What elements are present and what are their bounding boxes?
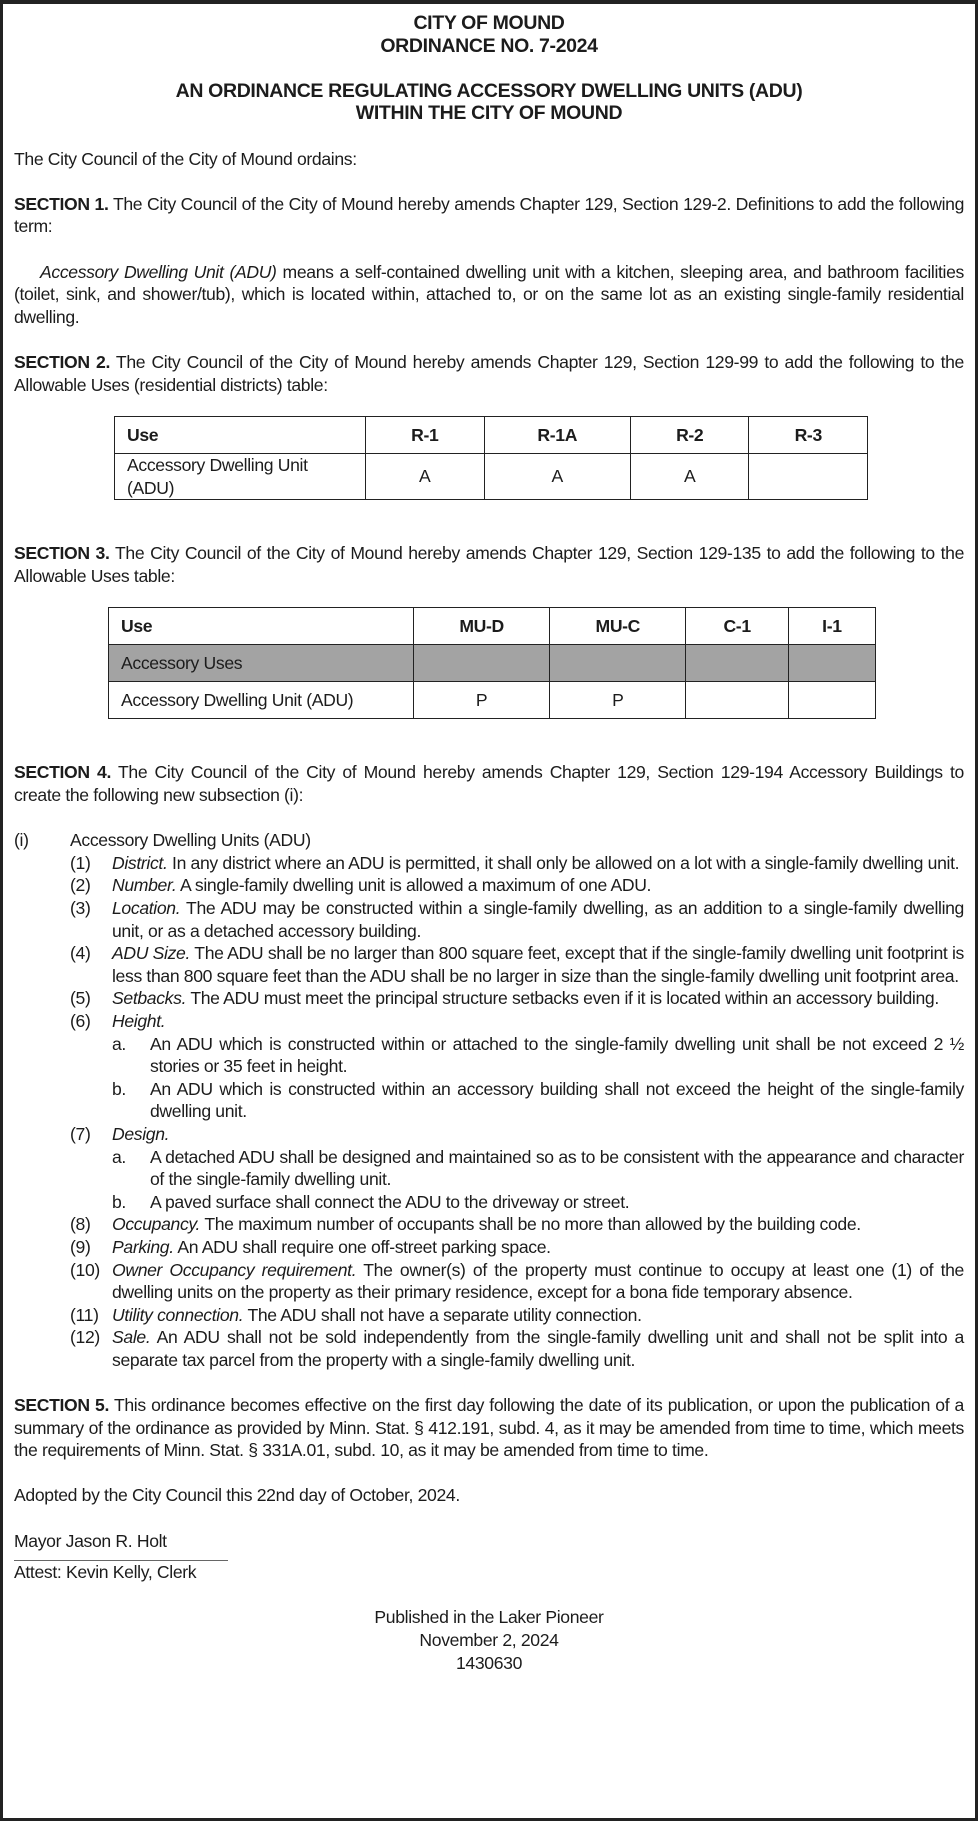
item-number: (3): [70, 898, 91, 919]
item-number: (7): [70, 1123, 91, 1144]
list-item: [14, 852, 964, 875]
subitem-letter: a.: [112, 1146, 126, 1167]
header-cell: R-1A: [484, 417, 630, 454]
item-number: (6): [70, 1011, 91, 1031]
section-label: SECTION 3.: [14, 543, 110, 564]
section-label: SECTION 5.: [14, 1395, 109, 1416]
item-number: (2): [70, 875, 91, 896]
item-text: [112, 942, 964, 987]
table-section-row: [109, 645, 876, 682]
section-5: [14, 1394, 964, 1462]
item-heading: District.: [112, 852, 168, 873]
section-label: SECTION 2.: [14, 351, 110, 372]
subitem-text: A detached ADU shall be designed and maintained so as to be consistent with the appearance and character of the single-family dwelling unit.: [150, 1146, 964, 1190]
section-3: [14, 542, 964, 587]
table-cell: P: [550, 682, 686, 719]
item-text: [112, 987, 964, 1010]
section-4: [14, 761, 964, 806]
section-text: The City Council of the City of Mound hereby amends Chapter 129, Section 129-194 Accessory Buildings to create the following new subsection (i):: [14, 762, 964, 806]
table-cell: [686, 645, 788, 682]
item-body: A single-family dwelling unit is allowed a maximum of one ADU.: [176, 875, 652, 896]
definition-text: means a self-contained dwelling unit with a kitchen, sleeping area, and bathroom facilities (toilet, sink, and shower/tub), which is located within, attached to, or on the same lot as an existing single-family residential dwelling.: [14, 261, 964, 327]
list-item: [14, 1304, 964, 1327]
item-heading: Number.: [112, 875, 177, 896]
item-body: The owner(s) of the property must continue to occupy at least one (1) of the dwelling units on the property as their primary residence, except for a bona fide temporary absence.: [112, 1259, 964, 1303]
item-number: (4): [70, 943, 91, 964]
section-2: [14, 351, 964, 396]
item-number: (8): [70, 1214, 91, 1235]
item-body: The ADU shall not have a separate utility connection.: [243, 1304, 642, 1325]
item-text: [112, 1010, 964, 1033]
allowable-uses-table: [108, 607, 876, 719]
header-cell: Use: [109, 608, 414, 645]
header-cell: Use: [115, 417, 366, 454]
item-body: The ADU shall be no larger than 800 square feet, except that if the single-family dwelling unit footprint is less than 800 square feet than the ADU shall be no larger in size than the single-family dwelling unit footprint area.: [112, 943, 964, 986]
item-heading: Design.: [112, 1123, 170, 1144]
publication-date: November 2, 2024: [419, 1630, 559, 1651]
list-item: [14, 1326, 964, 1371]
subitem-text: An ADU which is constructed within an accessory building shall not exceed the height of the single-family dwelling unit.: [150, 1078, 964, 1122]
header-cell: R-1: [366, 417, 485, 454]
item-text: [112, 852, 964, 875]
list-item: [14, 1123, 964, 1146]
section-1: [14, 193, 964, 238]
adoption-statement: Adopted by the City Council this 22nd day of October, 2024.: [14, 1485, 460, 1506]
table-cell: P: [414, 682, 550, 719]
intro: The City Council of the City of Mound ordains:: [14, 148, 357, 169]
adu-requirements-list: [14, 852, 964, 1372]
item-text: [112, 1304, 964, 1327]
table-row: [115, 454, 868, 500]
subitem-text: A paved surface shall connect the ADU to the driveway or street.: [150, 1191, 630, 1212]
header-cell: I-1: [788, 608, 875, 645]
item-heading: Setbacks.: [112, 988, 187, 1009]
list-subitem: [14, 1191, 964, 1214]
list-subitem: [14, 1146, 964, 1191]
item-body: An ADU shall require one off-street parking space.: [173, 1236, 551, 1257]
city-name: CITY OF MOUND: [413, 12, 565, 34]
subitem-text: An ADU which is constructed within or attached to the single-family dwelling unit shall be not exceed 2 ½ stories or 35 feet in height.: [150, 1033, 964, 1077]
item-heading: Height.: [112, 1011, 166, 1031]
table-row: [109, 682, 876, 719]
item-text: [112, 897, 964, 942]
table-header-row: [115, 417, 868, 454]
item-number: (10): [70, 1259, 100, 1280]
item-heading: Location.: [112, 898, 181, 919]
section-text: The City Council of the City of Mound hereby amends Chapter 129, Section 129-2. Definitions to add the following term:: [14, 193, 964, 237]
section-label: SECTION 1.: [14, 193, 109, 214]
header-cell: MU-D: [414, 608, 550, 645]
item-body: The ADU must meet the principal structure setbacks even if it is located within an accessory building.: [186, 988, 939, 1009]
item-text: [112, 1236, 964, 1259]
adu-definition: [14, 261, 964, 329]
header-cell: C-1: [686, 608, 788, 645]
item-text: [112, 874, 964, 897]
list-item: [14, 942, 964, 987]
header-cell: R-2: [630, 417, 749, 454]
item-text: [112, 1259, 964, 1304]
list-subitem: [14, 1033, 964, 1078]
list-item: [14, 987, 964, 1010]
subitem-letter: b.: [112, 1078, 126, 1099]
item-heading: ADU Size.: [112, 943, 191, 964]
ordinance-title-1: AN ORDINANCE REGULATING ACCESSORY DWELLING UNITS (ADU): [175, 79, 803, 102]
section-text: This ordinance becomes effective on the first day following the date of its publication, or upon the publication of a summary of the ordinance as provided by Minn. Stat. § 412.191, subd. 4, as it may be amended from time to time, which meets the requirements of Minn. Stat. § 331A.01, subd. 10, as it may be amended from time to time.: [14, 1395, 964, 1461]
table-cell: [749, 454, 868, 500]
subsection-title: Accessory Dwelling Units (ADU): [70, 830, 311, 851]
table-cell: [414, 645, 550, 682]
item-text: [112, 1326, 964, 1371]
attest-signature: Attest: Kevin Kelly, Clerk: [14, 1562, 197, 1583]
table-cell: Accessory Uses: [109, 645, 414, 682]
table-cell: [788, 682, 875, 719]
publication-id: 1430630: [455, 1652, 523, 1673]
mayor-signature: Mayor Jason R. Holt: [14, 1530, 167, 1551]
section-label: SECTION 4.: [14, 762, 112, 783]
item-text: [112, 1123, 964, 1146]
table-cell: A: [366, 454, 485, 500]
ordinance-title-2: WITHIN THE CITY OF MOUND: [355, 102, 623, 125]
ordinance-number: ORDINANCE NO. 7-2024: [380, 34, 598, 57]
item-number: (12): [70, 1327, 100, 1348]
item-heading: Owner Occupancy requirement.: [112, 1259, 357, 1280]
item-heading: Sale.: [112, 1327, 151, 1348]
item-body: In any district where an ADU is permitted, it shall only be allowed on a lot with a single-family dwelling unit.: [167, 852, 960, 873]
header-cell: R-3: [749, 417, 868, 454]
table-cell: [550, 645, 686, 682]
list-item: [14, 897, 964, 942]
table-cell: A: [484, 454, 630, 500]
table-cell: Accessory Dwelling Unit (ADU): [109, 682, 414, 719]
item-heading: Occupancy.: [112, 1214, 201, 1235]
table-cell: A: [630, 454, 749, 500]
item-body: An ADU shall not be sold independently from the single-family dwelling unit and shall not be split into a separate tax parcel from the property with a single-family dwelling unit.: [112, 1327, 964, 1370]
publication-line-1: Published in the Laker Pioneer: [374, 1607, 604, 1628]
section-text: The City Council of the City of Mound hereby amends Chapter 129, Section 129-135 to add the following to the Allowable Uses table:: [14, 543, 965, 586]
subitem-letter: b.: [112, 1191, 126, 1212]
item-text: [112, 1213, 964, 1236]
item-body: The maximum number of occupants shall be no more than allowed by the building code.: [200, 1214, 861, 1235]
item-heading: Parking.: [112, 1236, 174, 1257]
section-text: The City Council of the City of Mound hereby amends Chapter 129, Section 129-99 to add the following to the Allowable Uses (residential districts) table:: [14, 351, 964, 395]
list-item: [14, 1213, 964, 1236]
item-number: (9): [70, 1236, 91, 1257]
subitem-letter: a.: [112, 1033, 126, 1054]
list-item: [14, 1259, 964, 1304]
item-number: (11): [70, 1304, 99, 1325]
residential-uses-table: [114, 416, 868, 500]
table-header-row: [109, 608, 876, 645]
item-number: (1): [70, 852, 91, 873]
item-heading: Utility connection.: [112, 1304, 244, 1325]
list-subitem: [14, 1078, 964, 1123]
defined-term: Accessory Dwelling Unit (ADU): [40, 261, 277, 282]
item-body: The ADU may be constructed within a single-family dwelling, as an addition to a single-family dwelling unit, or as a detached accessory building.: [112, 898, 964, 941]
table-cell: [686, 682, 788, 719]
subsection-i: [14, 829, 964, 852]
list-item: [14, 1236, 964, 1259]
table-cell: [788, 645, 875, 682]
subsection-number: (i): [14, 830, 29, 851]
table-cell: Accessory Dwelling Unit (ADU): [115, 454, 366, 500]
list-item: [14, 874, 964, 897]
header-cell: MU-C: [550, 608, 686, 645]
item-number: (5): [70, 988, 91, 1009]
list-item: [14, 1010, 964, 1033]
